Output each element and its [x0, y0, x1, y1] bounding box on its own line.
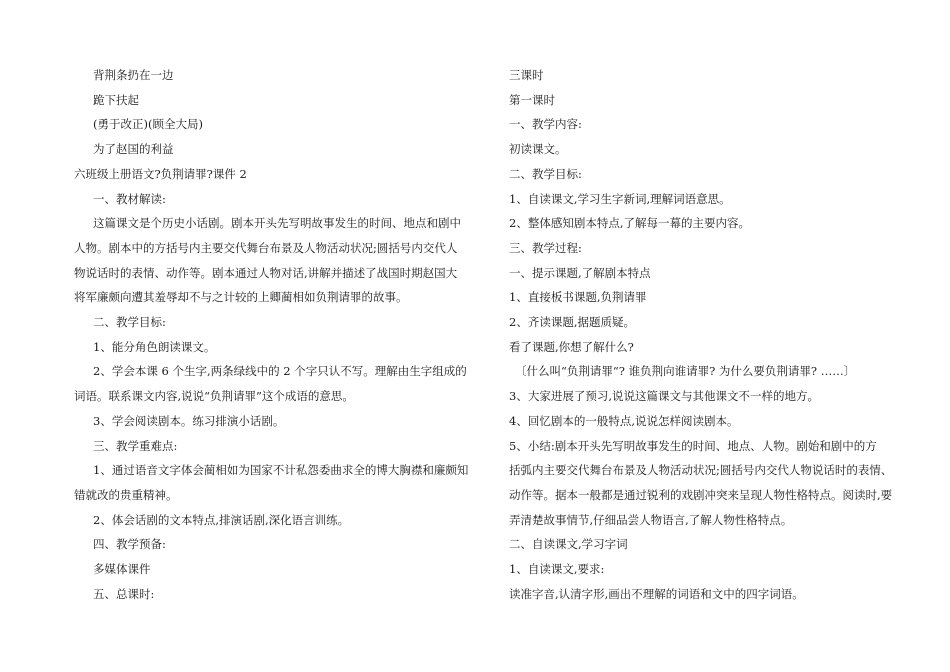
right-text-line: 1、直接板书课题,负荆请罪	[509, 290, 647, 305]
left-text-line: 将军廉颇向遭其羞辱却不与之计较的上卿蔺相如负荆请罪的故事。	[74, 290, 408, 305]
left-text-line: 物说话时的表情、动作等。剧本通过人物对话,讲解并描述了战国时期赵国大	[74, 265, 458, 280]
right-text-line: 二、教学目标:	[509, 166, 582, 181]
left-text-line: 多媒体课件	[93, 562, 151, 577]
right-text-line: 5、小结:剧本开头先写明故事发生的时间、地点、人物。剧始和剧中的方	[509, 438, 877, 453]
right-text-line: 4、回忆剧本的一般特点,说说怎样阅读剧本。	[509, 413, 739, 428]
left-text-line: 2、体会话剧的文本特点,排演话剧,深化语言训练。	[93, 512, 350, 527]
right-text-line: 二、自读课文,学习字词	[509, 537, 628, 552]
left-text-line: 二、教学目标:	[93, 315, 166, 330]
right-text-line: 三、教学过程:	[509, 240, 582, 255]
left-text-line: 跪下扶起	[93, 92, 139, 107]
left-text-line: 3、学会阅读剧本。练习排演小话剧。	[93, 413, 285, 428]
right-text-line: 3、大家进展了预习,说说这篇课文与其他课文不一样的地方。	[509, 389, 819, 404]
right-text-line: 〔什么叫“负荆请罪“? 谁负荆向谁请罪? 为什么要负荆请罪? ……〕	[515, 364, 856, 379]
right-text-line: 弄清楚故事情节,仔细品尝人物语言,了解人物性格特点。	[509, 512, 793, 527]
left-text-line: 词语。联系课文内容,说说“负荆请罪”这个成语的意思。	[74, 389, 354, 404]
right-text-line: 1、自读课文,学习生字新词,理解词语意思。	[509, 191, 731, 206]
left-text-line: 为了赵国的利益	[93, 142, 174, 157]
left-text-line: (勇于改正)(顾全大局)	[93, 117, 203, 132]
left-text-line: 这篇课文是个历史小话剧。剧本开头先写明故事发生的时间、地点和剧中	[93, 216, 461, 231]
right-text-line: 第一课时	[509, 92, 555, 107]
right-text-line: 括弧内主要交代舞台布景及人物活动状况;圆括号内交代人物说话时的表情、	[509, 463, 893, 478]
right-text-line: 2、齐读课题,据题质疑。	[509, 315, 635, 330]
right-text-line: 读准字音,认清字形,画出不理解的词语和文中的四字词语。	[509, 586, 804, 601]
left-text-line: 一、教材解读:	[93, 191, 166, 206]
right-text-line: 1、自读课文,要求:	[509, 562, 605, 577]
right-text-line: 看了课题,你想了解什么?	[509, 339, 634, 354]
left-text-line: 人物。剧本中的方括号内主要交代舞台布景及人物活动状况;圆括号内交代人	[74, 240, 458, 255]
right-text-line: 三课时	[509, 68, 544, 82]
right-text-line: 动作等。据本一般都是通过锐利的戏剧冲突来呈现人物性格特点。阅读时,要	[509, 487, 893, 502]
right-text-line: 一、教学内容:	[509, 117, 582, 132]
left-text-line: 六班级上册语文?负荆请罪?课件 2	[74, 166, 247, 181]
right-text-line: 2、整体感知剧本特点,了解每一幕的主要内容。	[509, 216, 750, 231]
left-text-line: 三、教学重难点:	[93, 438, 178, 453]
left-text-line: 五、总课时:	[93, 586, 155, 601]
left-text-line: 四、教学预备:	[93, 537, 166, 552]
left-text-line: 1、能分角色朗读课文。	[93, 339, 216, 354]
right-text-line: 初读课文。	[509, 142, 567, 157]
left-column	[74, 63, 469, 606]
right-column	[509, 63, 893, 606]
left-text-line: 错就改的贵重精神。	[74, 487, 178, 502]
right-text-line: 一、提示课题,了解剧本特点	[509, 265, 651, 280]
left-text-line: 2、学会本课 6 个生字,两条绿线中的 2 个字只认不写。理解由生字组成的	[93, 364, 467, 379]
left-text-line: 背荆条扔在一边	[93, 68, 174, 82]
left-text-line: 1、通过语音文字体会蔺相如为国家不计私怨委曲求全的博大胸襟和廉颇知	[93, 463, 469, 478]
